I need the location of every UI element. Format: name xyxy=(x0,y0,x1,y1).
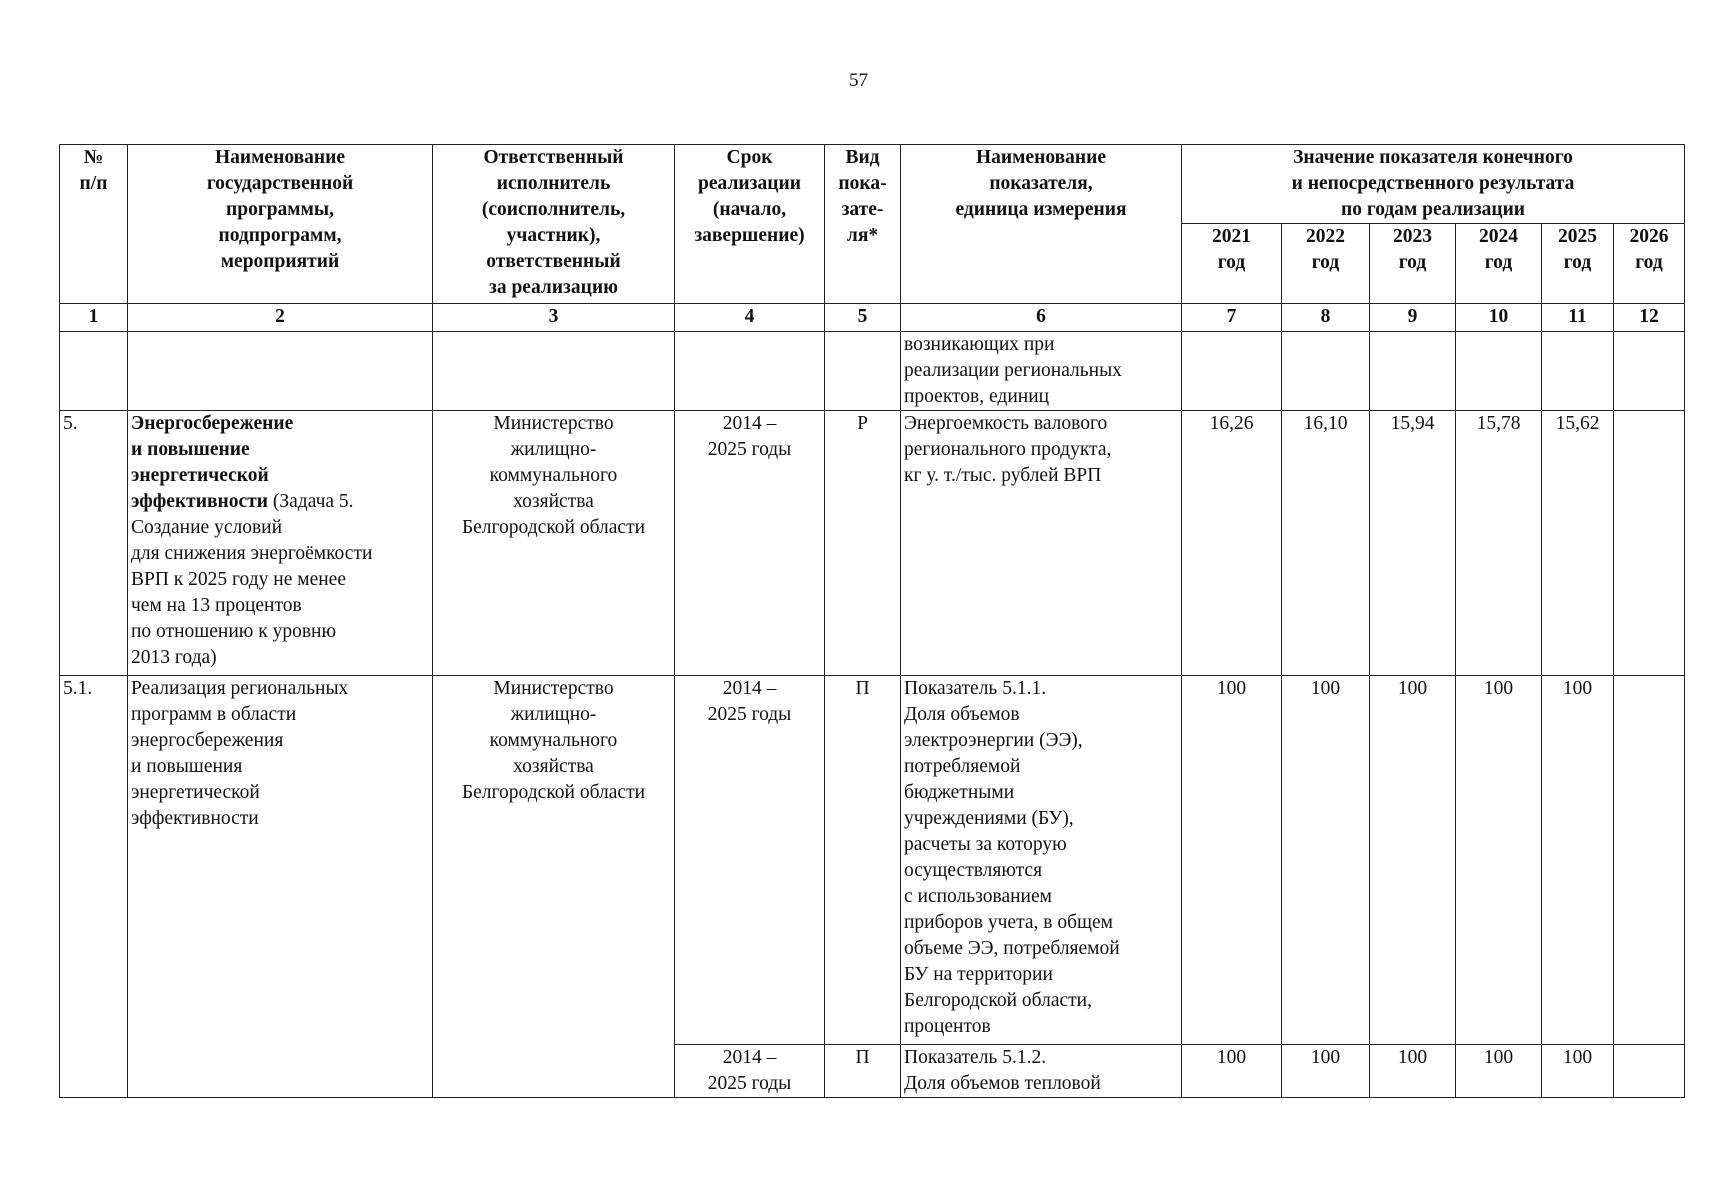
header-program-name: Наименование государственной программы, подпрограмм, мероприятий xyxy=(128,145,433,304)
column-number: 4 xyxy=(675,304,825,332)
row-num: 5.1. xyxy=(60,676,128,1098)
row-type: Р xyxy=(825,411,901,676)
row-value: 100 xyxy=(1456,676,1542,1045)
row-type: П xyxy=(825,676,901,1045)
row-value xyxy=(1614,676,1685,1045)
row-value xyxy=(1182,332,1282,411)
row-program xyxy=(128,411,433,676)
indicators-table xyxy=(59,144,1685,1098)
column-number: 5 xyxy=(825,304,901,332)
row-value: 100 xyxy=(1370,1045,1456,1098)
row-indicator: Энергоемкость валового регионального продукта, кг у. т./тыс. рублей ВРП xyxy=(901,411,1182,676)
row-num: 5. xyxy=(60,411,128,676)
column-number: 9 xyxy=(1370,304,1456,332)
column-number: 8 xyxy=(1282,304,1370,332)
row-num xyxy=(60,332,128,411)
row-type: П xyxy=(825,1045,901,1098)
column-number-row xyxy=(60,304,1685,332)
row-value: 15,62 xyxy=(1542,411,1614,676)
column-number: 6 xyxy=(901,304,1182,332)
column-number: 2 xyxy=(128,304,433,332)
row-program xyxy=(128,332,433,411)
row-executor: Министерство жилищно- коммунального хозяйства Белгородской области xyxy=(433,411,675,676)
column-number: 12 xyxy=(1614,304,1685,332)
row-program-bold: Энергосбережение и повышение энергетической эффективности xyxy=(131,413,294,512)
table-row xyxy=(60,411,1685,676)
header-num: № п/п xyxy=(60,145,128,304)
header-indicator-name: Наименование показателя, единица измерения xyxy=(901,145,1182,304)
row-indicator: Показатель 5.1.1. Доля объемов электроэнергии (ЭЭ), потребляемой бюджетными учреждениями (БУ), расчеты за которую осуществляются с использованием приборов учета, в общем объеме ЭЭ, потребляемой БУ на территории Белгородской области, процентов xyxy=(901,676,1182,1045)
row-value: 16,26 xyxy=(1182,411,1282,676)
row-value xyxy=(1456,332,1542,411)
row-period: 2014 – 2025 годы xyxy=(675,411,825,676)
row-value xyxy=(1614,411,1685,676)
header-executor: Ответственный исполнитель (соисполнитель, участник), ответственный за реализацию xyxy=(433,145,675,304)
header-year-2021: 2021 год xyxy=(1182,224,1282,304)
row-value: 100 xyxy=(1542,1045,1614,1098)
header-values-title: Значение показателя конечного и непосредственного результата по годам реализации xyxy=(1182,145,1685,224)
row-indicator: возникающих при реализации региональных проектов, единиц xyxy=(901,332,1182,411)
header-year-2022: 2022 год xyxy=(1282,224,1370,304)
header-year-2023: 2023 год xyxy=(1370,224,1456,304)
row-value: 15,78 xyxy=(1456,411,1542,676)
row-value xyxy=(1282,332,1370,411)
row-value: 100 xyxy=(1182,1045,1282,1098)
row-executor xyxy=(433,332,675,411)
header-year-2026: 2026 год xyxy=(1614,224,1685,304)
row-type xyxy=(825,332,901,411)
row-value: 15,94 xyxy=(1370,411,1456,676)
row-value: 16,10 xyxy=(1282,411,1370,676)
column-number: 7 xyxy=(1182,304,1282,332)
row-value xyxy=(1614,1045,1685,1098)
row-program: Реализация региональных программ в области энергосбережения и повышения энергетической эффективности xyxy=(128,676,433,1098)
row-value xyxy=(1542,332,1614,411)
row-value: 100 xyxy=(1282,676,1370,1045)
row-indicator: Показатель 5.1.2. Доля объемов тепловой xyxy=(901,1045,1182,1098)
header-row-1 xyxy=(60,145,1685,224)
row-period xyxy=(675,332,825,411)
table-row xyxy=(60,332,1685,411)
row-value: 100 xyxy=(1282,1045,1370,1098)
column-number: 1 xyxy=(60,304,128,332)
row-value xyxy=(1370,332,1456,411)
row-value xyxy=(1614,332,1685,411)
column-number: 11 xyxy=(1542,304,1614,332)
header-year-2024: 2024 год xyxy=(1456,224,1542,304)
row-program-rest: (Задача 5. Создание условий для снижения энергоёмкости ВРП к 2025 году не менее чем на 13 процентов по отношению к уровню 2013 года) xyxy=(131,491,373,668)
header-indicator-type: Вид пока- зате- ля* xyxy=(825,145,901,304)
row-value: 100 xyxy=(1456,1045,1542,1098)
row-executor: Министерство жилищно- коммунального хозяйства Белгородской области xyxy=(433,676,675,1098)
row-period: 2014 – 2025 годы xyxy=(675,1045,825,1098)
row-value: 100 xyxy=(1182,676,1282,1045)
row-value: 100 xyxy=(1542,676,1614,1045)
header-year-2025: 2025 год xyxy=(1542,224,1614,304)
table-row xyxy=(60,676,1685,1045)
page-number: 57 xyxy=(849,70,868,91)
column-number: 3 xyxy=(433,304,675,332)
column-number: 10 xyxy=(1456,304,1542,332)
row-value: 100 xyxy=(1370,676,1456,1045)
header-period: Срок реализации (начало, завершение) xyxy=(675,145,825,304)
row-period: 2014 – 2025 годы xyxy=(675,676,825,1045)
